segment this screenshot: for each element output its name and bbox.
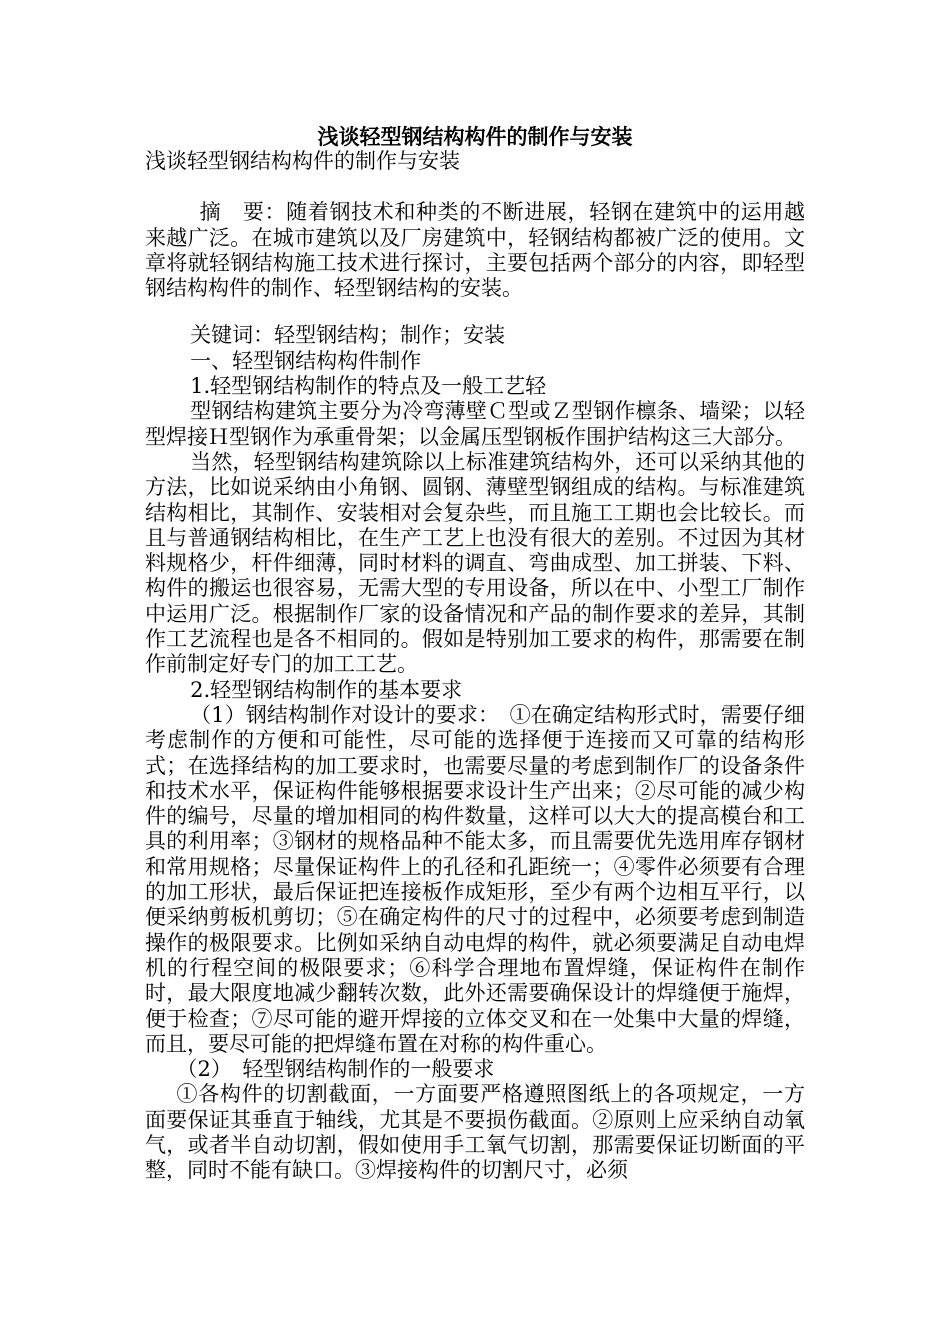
document-subtitle: 浅谈轻型钢结构构件的制作与安装 [145, 149, 460, 173]
body-paragraph-5: ①各构件的切割截面，一方面要严格遵照图纸上的各项规定，一方面要保证其垂直于轴线，尤其是不要损伤截面。②原则上应采纳自动氧气，或者半自动切割，假如使用手工氧气切割，那需要保证切断面的平整，同时不能有缺口。③焊接构件的切割尺寸，必须 [145, 1082, 805, 1183]
body-paragraph-1: 型钢结构建筑主要分为冷弯薄壁Ｃ型或Ｚ型钢作檩条、墙梁；以轻型焊接Ｈ型钢作为承重骨架；以金属压型钢板作围护结构这三大部分。 [145, 399, 805, 449]
body-paragraph-2: 当然，轻型钢结构建筑除以上标准建筑结构外，还可以采纳其他的方法，比如说采纳由小角钢、圆钢、薄壁型钢组成的结构。与标准建筑结构相比，其制作、安装相对会复杂些，而且施工工期也会比较长。而且与普通钢结构相比，在生产工艺上也没有很大的差别。不过因为其材料规格少，杆件细薄，同时材料的调直、弯曲成型、加工拼装、下料、构件的搬运也很容易，无需大型的专用设备，所以在中、小型工厂制作中运用广泛。根据制作厂家的设备情况和产品的制作要求的差异，其制作工艺流程也是各不相同的。假如是特别加工要求的构件，那需要在制作前制定好专门的加工工艺。 [145, 449, 805, 677]
spacer [145, 301, 805, 323]
body-paragraph-3: （1）钢结构制作对设计的要求： ①在确定结构形式时，需要仔细考虑制作的方便和可能性，尽可能的选择便于连接而又可靠的结构形式；在选择结构的加工要求时，也需要尽量的考虑到制作厂的设备条件和技术水平，保证构件能够根据要求设计生产出来；②尽可能的减少构件的编号，尽量的增加相同的构件数量，这样可以大大的提高模台和工具的利用率；③钢材的规格品种不能太多，而且需要优先选用库存钢材和常用规格；尽量保证构件上的孔径和孔距统一；④零件必须要有合理的加工形状，最后保证把连接板作成矩形，至少有两个边相互平行，以便采纳剪板机剪切；⑤在确定构件的尺寸的过程中，必须要考虑到制造操作的极限要求。比例如采纳自动电焊的构件，就必须要满足自动电焊机的行程空间的极限要求；⑥科学合理地布置焊缝，保证构件在制作时，最大限度地减少翻转次数，此外还需要确保设计的焊缝便于施焊，便于检查；⑦尽可能的避开焊接的立体交叉和在一处集中大量的焊缝，而且，要尽可能的把焊缝布置在对称的构件重心。 [145, 702, 805, 1056]
subsection-heading-2: （2） 轻型钢结构制作的一般要求 [176, 1057, 495, 1082]
document-page [145, 124, 805, 1184]
section-heading-1-2: 2.轻型钢结构制作的基本要求 [190, 677, 463, 702]
document-title: 浅谈轻型钢结构构件的制作与安装 [317, 124, 633, 149]
spacer [145, 174, 805, 200]
section-heading-1-1: 1.轻型钢结构制作的特点及一般工艺轻 [190, 374, 547, 399]
keywords-line: 关键词：轻型钢结构；制作；安装 [190, 323, 506, 348]
section-heading-1: 一、轻型钢结构构件制作 [190, 348, 422, 373]
abstract-paragraph: 摘 要：随着钢技术和种类的不断进展，轻钢在建筑中的运用越来越广泛。在城市建筑以及厂房建筑中，轻钢结构都被广泛的使用。文章将就轻钢结构施工技术进行探讨，主要包括两个部分的内容，即轻型钢结构构件的制作、轻型钢结构的安装。 [145, 200, 805, 301]
